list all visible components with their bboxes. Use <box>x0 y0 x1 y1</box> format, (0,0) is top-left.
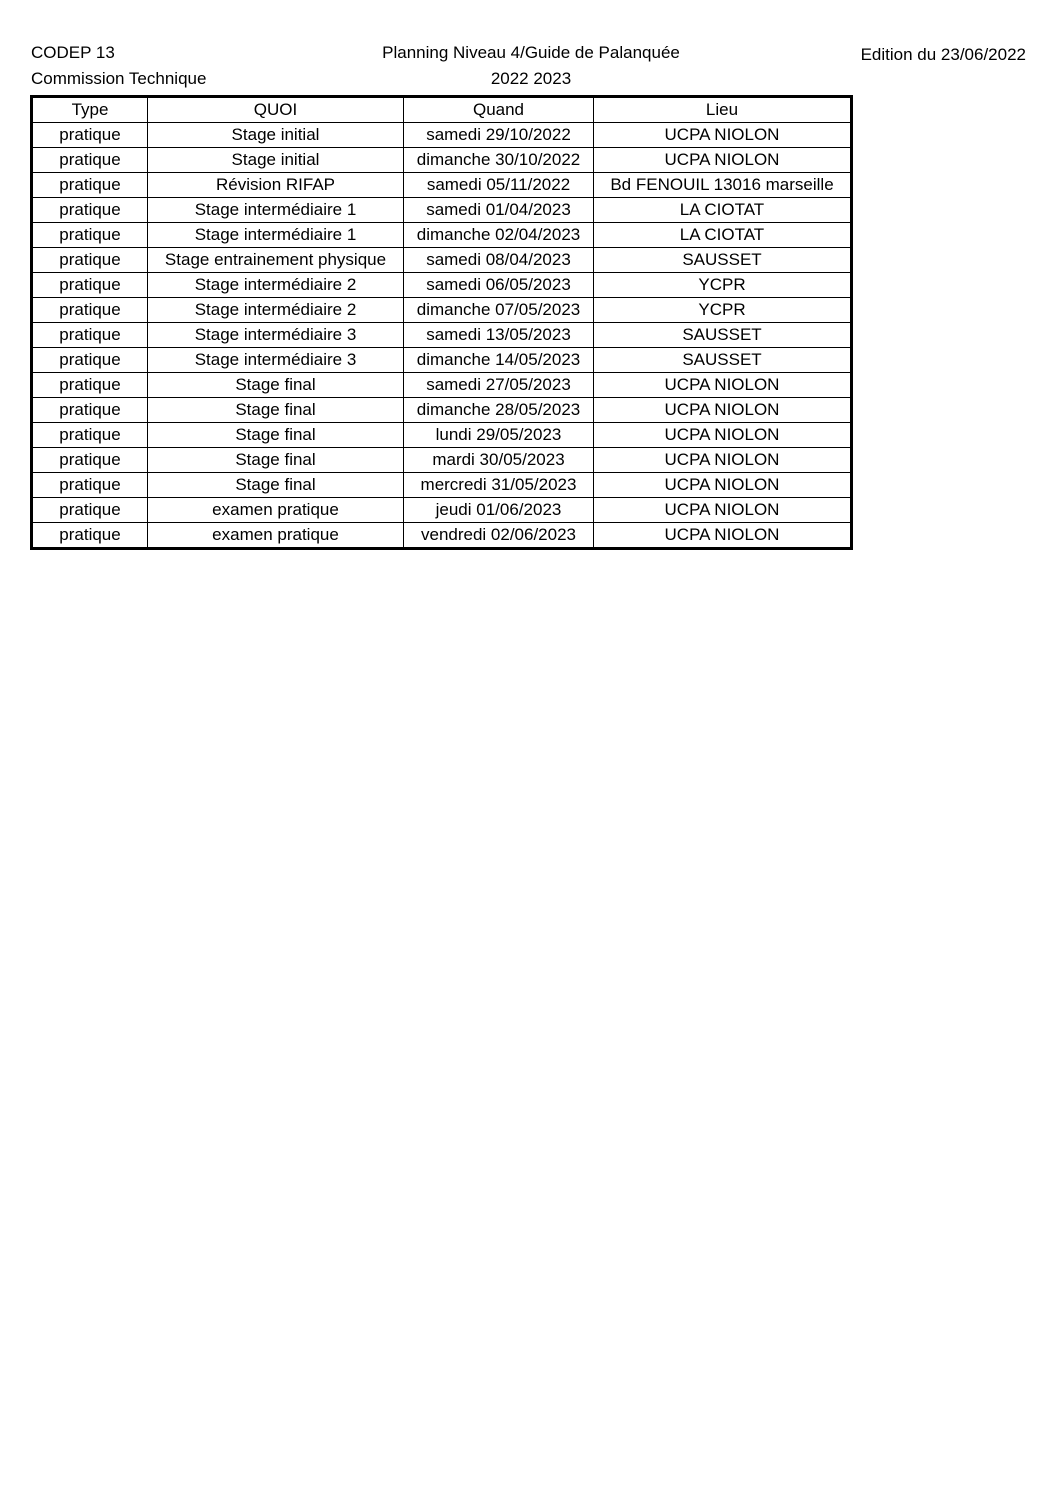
cell-type: pratique <box>32 398 148 423</box>
cell-lieu: LA CIOTAT <box>594 198 852 223</box>
cell-quand: samedi 13/05/2023 <box>404 323 594 348</box>
cell-type: pratique <box>32 473 148 498</box>
table-row <box>32 248 852 273</box>
column-header-quoi: QUOI <box>148 97 404 123</box>
column-header-quand: Quand <box>404 97 594 123</box>
table-row <box>32 423 852 448</box>
cell-quoi: Stage final <box>148 398 404 423</box>
cell-type: pratique <box>32 348 148 373</box>
table-row <box>32 448 852 473</box>
cell-quand: dimanche 14/05/2023 <box>404 348 594 373</box>
cell-quoi: Stage intermédiaire 3 <box>148 348 404 373</box>
cell-quand: mardi 30/05/2023 <box>404 448 594 473</box>
cell-lieu: UCPA NIOLON <box>594 423 852 448</box>
edition-date: Edition du 23/06/2022 <box>860 45 1026 64</box>
cell-lieu: UCPA NIOLON <box>594 498 852 523</box>
commission-name: Commission Technique <box>31 69 207 88</box>
cell-quand: samedi 06/05/2023 <box>404 273 594 298</box>
cell-quoi: Stage final <box>148 423 404 448</box>
cell-quoi: Stage final <box>148 448 404 473</box>
cell-quand: dimanche 07/05/2023 <box>404 298 594 323</box>
cell-type: pratique <box>32 498 148 523</box>
column-header-lieu: Lieu <box>594 97 852 123</box>
cell-quand: samedi 27/05/2023 <box>404 373 594 398</box>
cell-quand: samedi 05/11/2022 <box>404 173 594 198</box>
cell-type: pratique <box>32 273 148 298</box>
cell-quoi: Stage initial <box>148 123 404 148</box>
cell-quand: dimanche 30/10/2022 <box>404 148 594 173</box>
cell-quoi: Stage entrainement physique <box>148 248 404 273</box>
cell-lieu: UCPA NIOLON <box>594 523 852 549</box>
cell-type: pratique <box>32 223 148 248</box>
cell-lieu: UCPA NIOLON <box>594 148 852 173</box>
cell-quand: samedi 08/04/2023 <box>404 248 594 273</box>
cell-lieu: UCPA NIOLON <box>594 448 852 473</box>
cell-quoi: Stage intermédiaire 1 <box>148 198 404 223</box>
table-row <box>32 398 852 423</box>
cell-quoi: Stage initial <box>148 148 404 173</box>
cell-quand: dimanche 28/05/2023 <box>404 398 594 423</box>
cell-type: pratique <box>32 448 148 473</box>
cell-type: pratique <box>32 173 148 198</box>
season-label: 2022 2023 <box>490 69 572 88</box>
table-row <box>32 523 852 549</box>
cell-quoi: Stage final <box>148 473 404 498</box>
cell-quand: samedi 29/10/2022 <box>404 123 594 148</box>
organization-name: CODEP 13 <box>31 43 115 62</box>
table-header-row <box>32 97 852 123</box>
cell-lieu: YCPR <box>594 298 852 323</box>
cell-type: pratique <box>32 123 148 148</box>
cell-quoi: Stage intermédiaire 2 <box>148 273 404 298</box>
cell-lieu: UCPA NIOLON <box>594 473 852 498</box>
cell-lieu: SAUSSET <box>594 348 852 373</box>
cell-type: pratique <box>32 323 148 348</box>
table-body <box>32 123 852 549</box>
table-row <box>32 198 852 223</box>
table-row <box>32 273 852 298</box>
table-row <box>32 348 852 373</box>
table-row <box>32 473 852 498</box>
planning-table <box>30 95 853 550</box>
cell-type: pratique <box>32 373 148 398</box>
cell-lieu: SAUSSET <box>594 248 852 273</box>
cell-lieu: LA CIOTAT <box>594 223 852 248</box>
cell-quand: vendredi 02/06/2023 <box>404 523 594 549</box>
cell-lieu: UCPA NIOLON <box>594 373 852 398</box>
cell-quoi: examen pratique <box>148 498 404 523</box>
cell-quoi: Révision RIFAP <box>148 173 404 198</box>
cell-quand: mercredi 31/05/2023 <box>404 473 594 498</box>
table-row <box>32 223 852 248</box>
cell-quand: samedi 01/04/2023 <box>404 198 594 223</box>
document-title: Planning Niveau 4/Guide de Palanquée <box>382 43 680 62</box>
cell-quand: jeudi 01/06/2023 <box>404 498 594 523</box>
cell-quoi: Stage final <box>148 373 404 398</box>
cell-type: pratique <box>32 298 148 323</box>
cell-quoi: Stage intermédiaire 3 <box>148 323 404 348</box>
cell-lieu: UCPA NIOLON <box>594 398 852 423</box>
table-row <box>32 148 852 173</box>
cell-type: pratique <box>32 423 148 448</box>
column-header-type: Type <box>32 97 148 123</box>
table-row <box>32 498 852 523</box>
table-row <box>32 323 852 348</box>
table-row <box>32 373 852 398</box>
cell-type: pratique <box>32 248 148 273</box>
cell-lieu: YCPR <box>594 273 852 298</box>
cell-quand: dimanche 02/04/2023 <box>404 223 594 248</box>
cell-lieu: UCPA NIOLON <box>594 123 852 148</box>
cell-lieu: SAUSSET <box>594 323 852 348</box>
cell-quoi: examen pratique <box>148 523 404 549</box>
table-row <box>32 298 852 323</box>
cell-quoi: Stage intermédiaire 2 <box>148 298 404 323</box>
cell-type: pratique <box>32 523 148 549</box>
cell-lieu: Bd FENOUIL 13016 marseille <box>594 173 852 198</box>
table-row <box>32 123 852 148</box>
cell-quand: lundi 29/05/2023 <box>404 423 594 448</box>
cell-type: pratique <box>32 198 148 223</box>
cell-quoi: Stage intermédiaire 1 <box>148 223 404 248</box>
cell-type: pratique <box>32 148 148 173</box>
table-row <box>32 173 852 198</box>
